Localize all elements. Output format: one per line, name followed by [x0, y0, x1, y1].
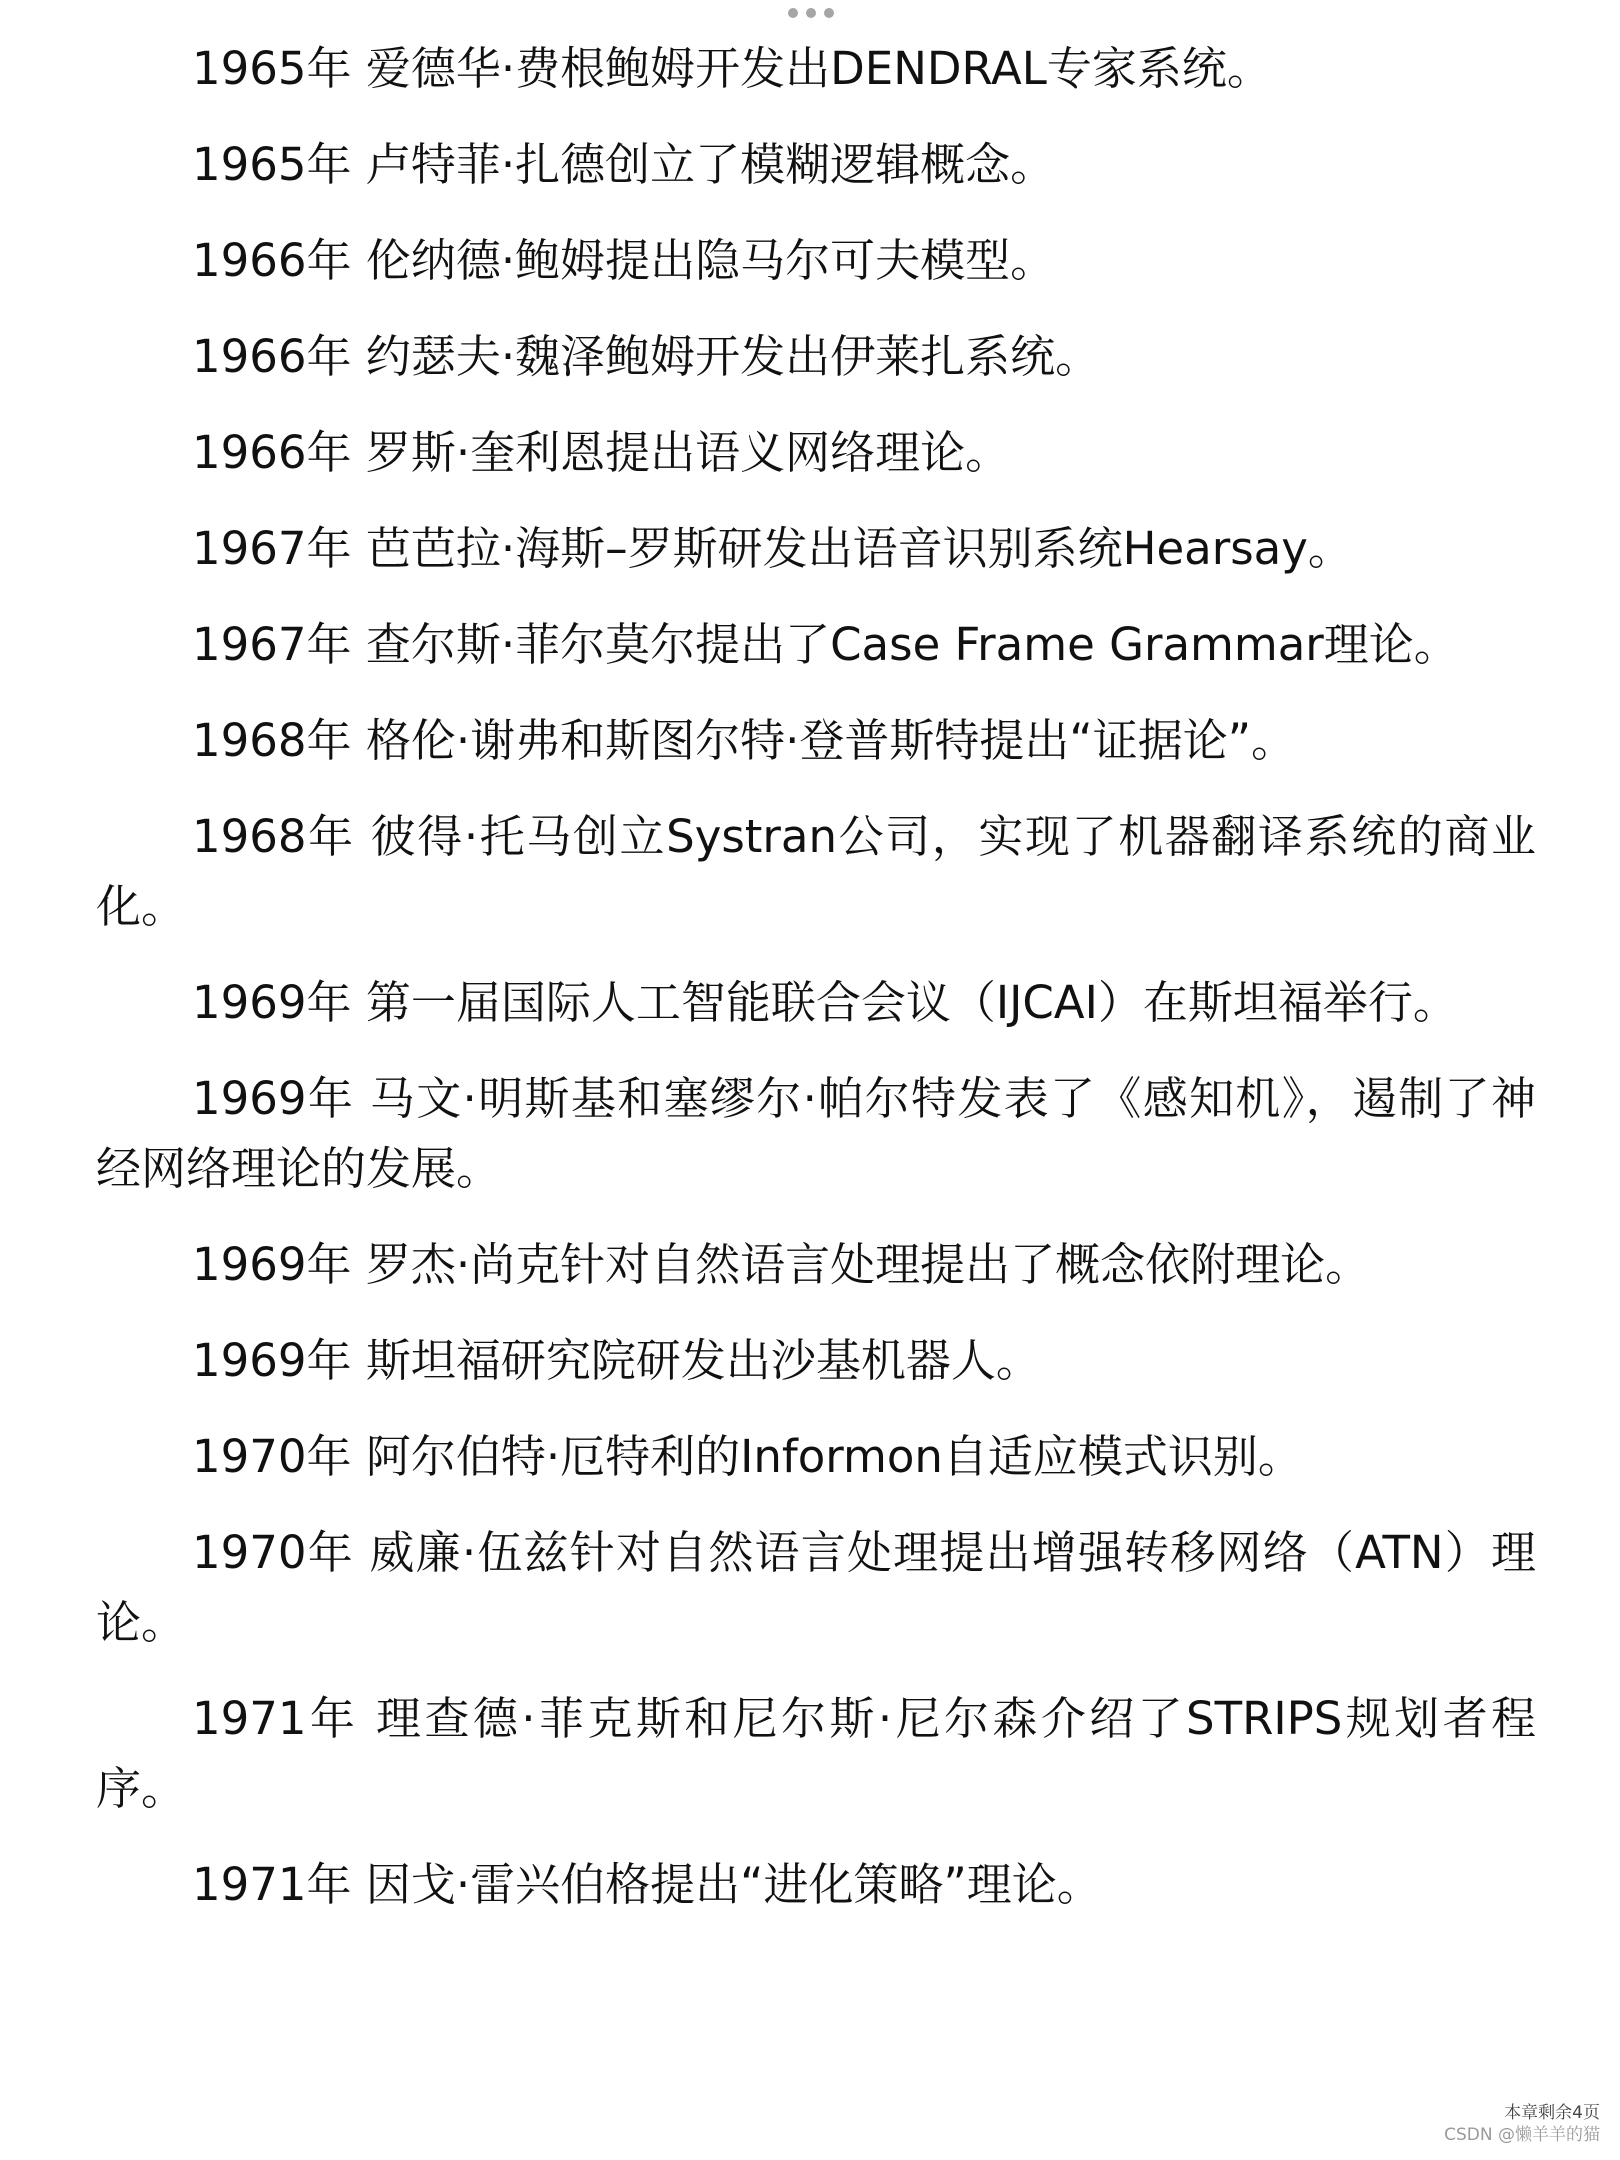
timeline-paragraph: 1969年 罗杰·尚克针对自然语言处理提出了概念依附理论。 [192, 1238, 1371, 1291]
timeline-paragraph: 1965年 爱德华·费根鲍姆开发出DENDRAL专家系统。 [192, 42, 1272, 95]
article-body [96, 34, 1536, 1946]
timeline-paragraph: 1971年 因戈·雷兴伯格提出“进化策略”理论。 [192, 1858, 1102, 1911]
dot [788, 8, 798, 18]
more-dots-icon[interactable] [788, 8, 834, 18]
timeline-paragraph: 1969年 斯坦福研究院研发出沙基机器人。 [192, 1334, 1041, 1387]
timeline-paragraph: 1966年 约瑟夫·魏泽鲍姆开发出伊莱扎系统。 [192, 330, 1101, 383]
remaining-pages-text: 本章剩余4页 [1504, 2103, 1600, 2123]
timeline-paragraph: 1971年 理查德·菲克斯和尼尔斯·尼尔森介绍了STRIPS规划者程序。 [96, 1692, 1536, 1815]
page-footer [1444, 2102, 1600, 2146]
timeline-paragraph: 1966年 伦纳德·鲍姆提出隐马尔可夫模型。 [192, 234, 1056, 287]
timeline-paragraph: 1970年 威廉·伍兹针对自然语言处理提出增强转移网络（ATN）理论。 [96, 1526, 1536, 1649]
timeline-paragraph: 1970年 阿尔伯特·厄特利的Informon自适应模式识别。 [192, 1430, 1303, 1483]
timeline-paragraph: 1968年 格伦·谢弗和斯图尔特·登普斯特提出“证据论”。 [192, 714, 1297, 767]
timeline-paragraph: 1969年 马文·明斯基和塞缪尔·帕尔特发表了《感知机》，遏制了神经网络理论的发展。 [96, 1072, 1536, 1195]
timeline-paragraph: 1968年 彼得·托马创立Systran公司，实现了机器翻译系统的商业化。 [96, 810, 1536, 933]
timeline-paragraph: 1966年 罗斯·奎利恩提出语义网络理论。 [192, 426, 1011, 479]
timeline-paragraph: 1965年 卢特菲·扎德创立了模糊逻辑概念。 [192, 138, 1056, 191]
timeline-paragraph: 1967年 芭芭拉·海斯–罗斯研发出语音识别系统Hearsay。 [192, 522, 1353, 575]
timeline-paragraph: 1969年 第一届国际人工智能联合会议（IJCAI）在斯坦福举行。 [192, 976, 1458, 1029]
dot [806, 8, 816, 18]
dot [824, 8, 834, 18]
timeline-paragraph: 1967年 查尔斯·菲尔莫尔提出了Case Frame Grammar理论。 [192, 618, 1459, 671]
watermark-text: CSDN @懒羊羊的猫 [1444, 2125, 1600, 2145]
